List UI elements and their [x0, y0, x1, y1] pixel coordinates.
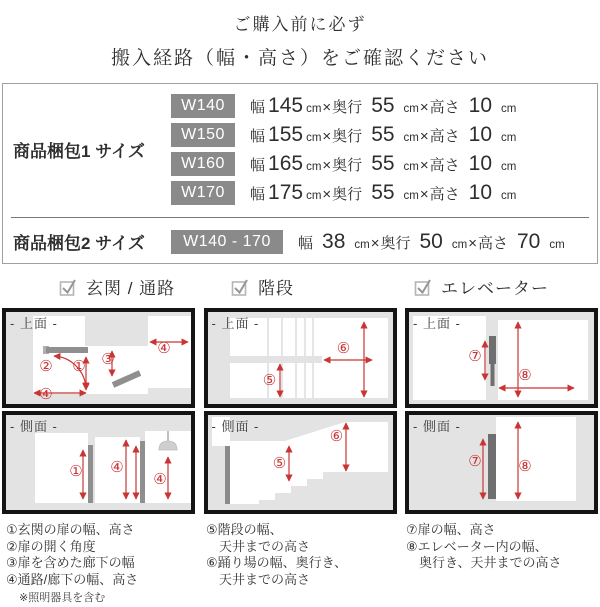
size-badge: W160 — [171, 152, 235, 176]
legend — [0, 522, 600, 607]
size-row-w150 — [171, 123, 597, 147]
size-badge: W140 - 170 — [171, 230, 283, 254]
size-badge: W140 — [171, 94, 235, 118]
legend-line: ⑧エレベーター内の幅、 — [406, 538, 548, 554]
package1-label: 商品梱包1 サイズ — [13, 142, 145, 161]
section-label-entrance: 玄関 / 通路 — [86, 279, 176, 298]
section-label-stairs: 階段 — [258, 279, 294, 298]
side-view-label: - 側面 - — [10, 419, 58, 434]
top-view-label: - 上面 - — [211, 316, 260, 331]
marker-6: ⑥ — [336, 339, 351, 357]
marker-2: ② — [39, 357, 53, 375]
legend-note: ※照明器具を含む — [19, 592, 106, 604]
elevator-door-icon — [488, 434, 496, 499]
legend-line: 天井までの高さ — [219, 571, 311, 587]
package2-section — [3, 225, 597, 263]
package2-label: 商品梱包2 サイズ — [13, 234, 145, 253]
legend-entrance — [0, 522, 200, 607]
marker-5: ⑤ — [262, 371, 277, 389]
marker-4: ④ — [153, 470, 167, 488]
marker-5: ⑤ — [272, 454, 287, 472]
marker-1: ① — [69, 462, 83, 480]
legend-line: 天井までの高さ — [219, 538, 311, 554]
legend-line: 奥行き、天井までの高さ — [419, 555, 562, 570]
size-badge: W150 — [171, 123, 235, 147]
section-header-stairs — [230, 274, 294, 299]
page-title — [0, 0, 600, 70]
section-header-elevator — [413, 274, 549, 299]
marker-3: ③ — [101, 350, 115, 368]
wall-icon — [225, 446, 230, 504]
entrance-top-view-panel — [2, 308, 195, 408]
diagram-grid — [0, 308, 600, 514]
title-line-2: 搬入経路（幅・高さ）をご確認ください — [110, 48, 489, 69]
legend-line: ⑤階段の幅、 — [206, 522, 283, 537]
marker-4: ④ — [157, 339, 171, 357]
legend-stairs — [200, 522, 400, 607]
marker-7: ⑦ — [468, 452, 482, 470]
marker-8: ⑧ — [518, 366, 532, 384]
stairs-side-view-panel — [204, 411, 397, 514]
diagram-col-entrance — [2, 308, 195, 514]
entrance-door-icon — [46, 347, 88, 353]
elevator-side-view-panel — [405, 411, 598, 514]
packaging-size-table — [2, 83, 598, 264]
route-check-headers — [0, 271, 600, 305]
checkbox-icon[interactable] — [413, 277, 432, 296]
marker-1: ① — [72, 357, 86, 375]
title-line-1: ご購入前に必ず — [233, 15, 367, 34]
elevator-door-icon — [491, 364, 495, 386]
door-panel-icon — [140, 441, 145, 503]
dimension-text: 幅 145 cm × 奥行 55 cm × 高さ 10 cm — [250, 94, 517, 117]
entrance-side-view-panel — [2, 411, 195, 514]
door-panel-icon — [88, 445, 93, 503]
checkbox-icon[interactable] — [230, 277, 249, 296]
stair-edge-band — [230, 356, 322, 363]
table-divider — [11, 217, 589, 218]
marker-4: ④ — [39, 385, 53, 403]
legend-line: ⑦扉の幅、高さ — [406, 522, 496, 537]
section-header-entrance — [58, 274, 175, 299]
size-row-w140 — [171, 94, 597, 118]
legend-line: ①玄関の扉の幅、高さ — [6, 522, 135, 537]
size-row-w170 — [171, 181, 597, 205]
side-view-label: - 側面 - — [211, 419, 260, 434]
legend-line: ⑥踊り場の幅、奥行き、 — [206, 555, 348, 570]
ceiling-lamp-icon — [159, 441, 177, 450]
dimension-text: 幅 38 cm × 奥行 50 cm × 高さ 70 cm — [298, 229, 565, 253]
legend-elevator — [400, 522, 600, 607]
side-view-label: - 側面 - — [413, 419, 461, 434]
package1-section — [3, 89, 597, 210]
stairs-top-view-panel — [204, 308, 397, 408]
legend-line: ④通路/廊下の幅、高さ — [6, 571, 139, 587]
size-row-w160 — [171, 152, 597, 176]
dimension-text: 幅 155 cm × 奥行 55 cm × 高さ 10 cm — [250, 123, 517, 146]
size-badge: W170 — [171, 181, 235, 205]
checkbox-icon[interactable] — [58, 277, 77, 296]
legend-line: ③扉を含めた廊下の幅 — [6, 555, 135, 570]
dimension-text: 幅 165 cm × 奥行 55 cm × 高さ 10 cm — [250, 152, 517, 175]
top-view-label: - 上面 - — [10, 316, 58, 331]
legend-line: ②扉の開く角度 — [6, 538, 96, 554]
diagram-col-stairs — [204, 308, 397, 514]
dimension-text: 幅 175 cm × 奥行 55 cm × 高さ 10 cm — [250, 181, 517, 204]
marker-4: ④ — [110, 458, 124, 476]
package1-rows — [171, 89, 597, 210]
elevator-top-view-panel — [405, 308, 598, 408]
diagram-col-elevator — [405, 308, 598, 514]
section-label-elevator: エレベーター — [441, 279, 549, 298]
marker-8: ⑧ — [518, 457, 532, 475]
top-view-label: - 上面 - — [413, 316, 461, 331]
marker-7: ⑦ — [468, 347, 482, 365]
elevator-door-icon — [489, 336, 496, 364]
marker-6: ⑥ — [329, 427, 344, 445]
